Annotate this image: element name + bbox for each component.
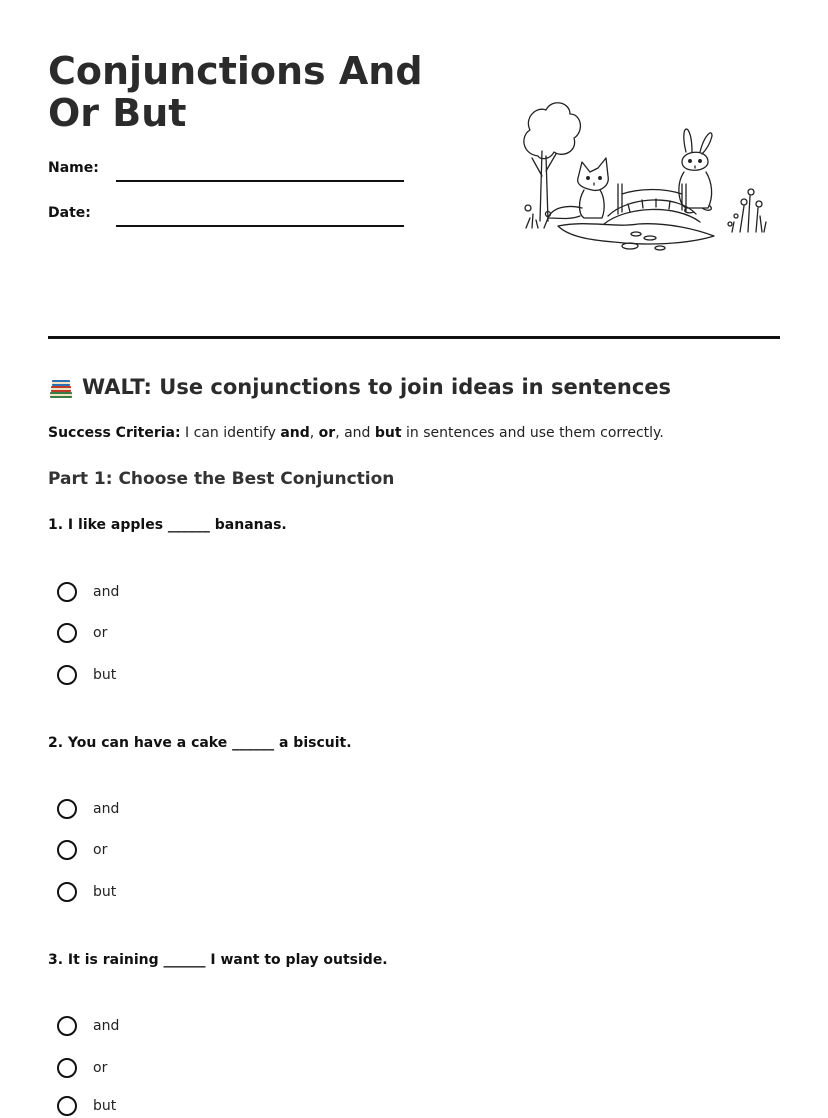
radio-button[interactable] xyxy=(57,665,77,685)
question-2-option-and[interactable] xyxy=(57,797,119,821)
criteria-text: , and xyxy=(335,425,375,441)
criteria-label: Success Criteria: xyxy=(48,425,181,441)
radio-button[interactable] xyxy=(57,882,77,902)
question-2-option-but[interactable] xyxy=(57,880,116,904)
radio-button[interactable] xyxy=(57,1096,77,1116)
question-1-prompt: 1. I like apples ______ bananas. xyxy=(48,517,287,533)
option-label: or xyxy=(93,625,108,641)
walt-heading xyxy=(48,374,671,400)
name-label: Name: xyxy=(48,160,99,176)
name-line[interactable] xyxy=(116,180,404,182)
option-label: and xyxy=(93,801,120,817)
option-label: but xyxy=(93,667,117,683)
criteria-text: in sentences and use them correctly. xyxy=(401,425,664,441)
option-label: but xyxy=(93,1098,117,1114)
part-1-heading: Part 1: Choose the Best Conjunction xyxy=(48,469,395,489)
radio-button[interactable] xyxy=(57,799,77,819)
question-3-prompt: 3. It is raining ______ I want to play outside. xyxy=(48,952,388,968)
question-1-option-and[interactable] xyxy=(57,580,119,604)
books-icon xyxy=(48,374,74,400)
criteria-keyword-or: or xyxy=(318,425,336,441)
criteria-keyword-but: but xyxy=(374,425,402,441)
radio-button[interactable] xyxy=(57,1016,77,1036)
question-2-prompt: 2. You can have a cake ______ a biscuit. xyxy=(48,735,352,751)
question-3-option-and[interactable] xyxy=(57,1014,119,1038)
radio-button[interactable] xyxy=(57,840,77,860)
criteria-text: , xyxy=(309,425,319,441)
option-label: or xyxy=(93,1060,108,1076)
option-label: and xyxy=(93,584,120,600)
section-divider xyxy=(48,336,780,339)
question-3-option-but[interactable] xyxy=(57,1094,116,1118)
question-2-option-or[interactable] xyxy=(57,838,107,862)
radio-button[interactable] xyxy=(57,582,77,602)
fox-rabbit-bridge-illustration xyxy=(518,96,770,256)
walt-text: WALT: Use conjunctions to join ideas in sentences xyxy=(82,375,672,399)
question-3-option-or[interactable] xyxy=(57,1056,107,1080)
criteria-text: I can identify xyxy=(180,425,281,441)
question-1-option-but[interactable] xyxy=(57,663,116,687)
criteria-keyword-and: and xyxy=(280,425,310,441)
option-label: or xyxy=(93,842,108,858)
radio-button[interactable] xyxy=(57,623,77,643)
success-criteria xyxy=(48,425,664,441)
radio-button[interactable] xyxy=(57,1058,77,1078)
option-label: and xyxy=(93,1018,120,1034)
option-label: but xyxy=(93,884,117,900)
date-line[interactable] xyxy=(116,225,404,227)
question-1-option-or[interactable] xyxy=(57,621,107,645)
date-label: Date: xyxy=(48,205,91,221)
worksheet-title: Conjunctions And Or But xyxy=(48,49,423,135)
